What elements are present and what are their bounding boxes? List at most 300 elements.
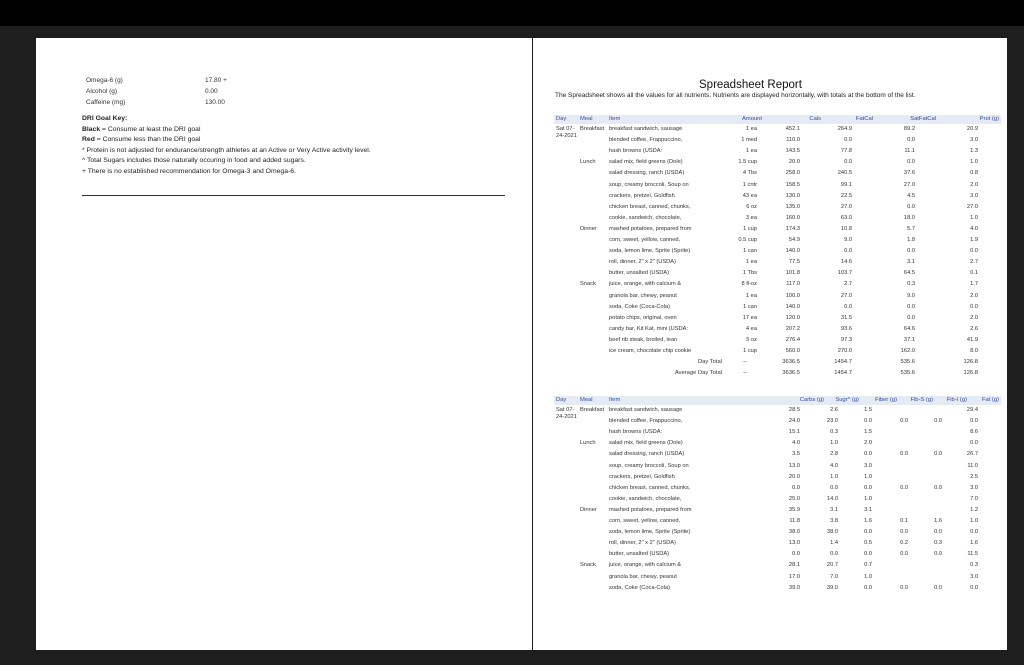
value-cell: 0.0	[907, 137, 915, 144]
table-row	[533, 126, 1007, 137]
value-cell: 452.1	[785, 126, 800, 132]
total-value: 126.8	[963, 370, 978, 377]
value-cell: 0.3	[907, 281, 915, 288]
value-cell: 110.0	[786, 137, 800, 144]
value-cell: 0.0	[844, 248, 852, 255]
value-cell: 1.9	[970, 237, 978, 243]
value-cell: 0.0	[900, 584, 908, 591]
total-value: 3636.5	[782, 370, 800, 377]
value-cell: 37.6	[903, 170, 915, 177]
value-cell: 77.8	[840, 148, 852, 155]
value-cell: 11.1	[904, 148, 915, 155]
amount-cell: 1 ea	[745, 126, 757, 132]
value-cell: 2.0	[970, 314, 978, 321]
value-cell: 23.0	[826, 418, 838, 425]
value-cell: 0.0	[934, 451, 942, 458]
meal-cell: Lunch	[580, 440, 596, 447]
nutrient-value: 130.00	[205, 99, 225, 106]
item-cell: ice cream, chocolate chip cookie	[609, 348, 692, 354]
value-cell: 14.0	[826, 495, 838, 502]
amount-cell: 1 cntr	[742, 181, 757, 188]
value-cell: 130.0	[785, 192, 800, 199]
value-cell: 1.5	[864, 407, 872, 413]
value-cell: 0.1	[900, 518, 908, 524]
table-row	[533, 585, 1007, 596]
nutrient-row	[86, 88, 218, 95]
header-meal: Meal	[580, 116, 593, 122]
item-cell: salad mix, field greens (Dole)	[609, 159, 683, 166]
meal-cell: Dinner	[580, 225, 597, 232]
value-cell: 63.0	[840, 214, 852, 221]
value-cell: 22.5	[840, 192, 852, 199]
table-row	[533, 148, 1007, 159]
value-cell: 4.0	[970, 225, 978, 232]
item-cell: roll, dinner, 2" x 2" (USDA)	[609, 540, 676, 547]
header-cals: Cals	[809, 116, 821, 122]
value-cell: 1.3	[970, 148, 978, 155]
header-fat: Fat (g)	[981, 397, 999, 403]
value-cell: 264.9	[837, 126, 852, 132]
total-value: 1454.7	[834, 359, 852, 366]
right-page	[533, 38, 1007, 650]
report-title: Spreadsheet Report	[699, 79, 802, 91]
table-row	[533, 485, 1007, 496]
value-cell: 1.0	[970, 159, 978, 166]
amount-cell: 6 oz	[746, 203, 757, 210]
value-cell: 0.0	[970, 303, 978, 310]
value-cell: 0.0	[970, 584, 978, 591]
value-cell: 20.7	[826, 562, 838, 569]
total-value: 126.8	[963, 359, 978, 366]
value-cell: 120.0	[785, 314, 800, 321]
value-cell: 9.0	[907, 292, 915, 299]
value-cell: 1.4	[830, 540, 838, 547]
table-row	[533, 463, 1007, 474]
value-cell: 1.0	[970, 518, 978, 524]
table-row	[533, 281, 1007, 292]
item-cell: juice, orange, with calcium &	[609, 281, 682, 288]
value-cell: 41.9	[966, 336, 978, 343]
dri-note: + There is no established recommendation for Omega-3 and Omega-6.	[82, 167, 296, 175]
value-cell: 24.0	[788, 418, 800, 425]
value-cell: 38.0	[788, 529, 800, 536]
dri-note: ^ Total Sugars includes those naturally occuring in food and added sugars.	[82, 157, 306, 165]
item-cell: salad mix, field greens (Dole)	[609, 440, 683, 447]
amount-cell: 43 ea	[742, 192, 757, 199]
amount-cell: 1 ea	[745, 148, 757, 155]
value-cell: 560.0	[785, 348, 800, 354]
dri-note: * Protein is not adjusted for endurance/strength athletes at an Active or Very Active activity level.	[82, 146, 371, 154]
value-cell: 15.1	[788, 429, 800, 436]
value-cell: 89.2	[903, 126, 915, 132]
total-label: Day Total	[697, 359, 722, 366]
value-cell: 77.5	[788, 259, 800, 266]
value-cell: 8.0	[970, 348, 978, 354]
value-cell: 0.0	[864, 418, 872, 425]
value-cell: 2.6	[830, 407, 838, 413]
value-cell: 2.8	[830, 451, 838, 458]
table-row	[533, 259, 1007, 270]
value-cell: 3.8	[830, 518, 838, 524]
value-cell: 207.2	[785, 325, 800, 332]
meal-cell: Breakfast	[580, 407, 605, 413]
value-cell: 1.6	[970, 540, 978, 547]
nutrient-row	[86, 77, 227, 84]
item-cell: blended coffee, Frappuccino,	[609, 137, 683, 144]
item-cell: soup, creamy broccoli, Soup on	[609, 181, 689, 188]
total-value: 3636.5	[782, 359, 800, 366]
value-cell: 0.0	[900, 551, 908, 558]
table-row	[533, 248, 1007, 259]
dri-key-red	[82, 135, 371, 146]
value-cell: 99.1	[840, 181, 852, 188]
value-cell: 7.0	[970, 495, 978, 502]
value-cell: 1.8	[907, 237, 915, 243]
value-cell: 0.0	[844, 137, 852, 144]
value-cell: 0.3	[830, 429, 838, 436]
meal-cell: Snack	[580, 281, 596, 288]
item-cell: blended coffee, Frappuccino,	[609, 418, 683, 425]
value-cell: 39.0	[826, 584, 838, 591]
table-row	[533, 293, 1007, 304]
item-cell: corn, sweet, yellow, canned,	[609, 518, 681, 524]
meal-cell: Dinner	[580, 506, 597, 513]
meal-cell: Breakfast	[580, 126, 605, 132]
value-cell: 140.0	[785, 303, 800, 310]
value-cell: 3.0	[970, 573, 978, 580]
table-row	[533, 451, 1007, 462]
table-row	[533, 540, 1007, 551]
amount-cell: 1 Tbs	[742, 270, 757, 277]
value-cell: 101.8	[785, 270, 800, 277]
item-cell: cookie, sandwich, chocolate,	[609, 495, 682, 502]
nutrient-label: Caffeine (mg)	[86, 99, 126, 106]
total-label: Average Day Total	[674, 370, 722, 377]
table-row	[533, 137, 1007, 148]
header-satfatcal: SatFatCal	[910, 116, 936, 122]
item-cell: mashed potatoes, prepared from	[609, 506, 692, 513]
value-cell: 0.0	[907, 159, 915, 166]
amount-cell: 1 ea	[745, 292, 757, 299]
table-row	[533, 193, 1007, 204]
amount-cell: 1.5 cup	[738, 159, 757, 166]
value-cell: 0.0	[907, 248, 915, 255]
meal-cell: Lunch	[580, 159, 596, 166]
table-row	[533, 204, 1007, 215]
value-cell: 27.0	[840, 292, 852, 299]
value-cell: 0.0	[934, 529, 942, 536]
black-term: Black	[82, 125, 101, 133]
value-cell: 0.0	[830, 484, 838, 491]
value-cell: 5.7	[907, 225, 915, 232]
item-cell: roll, dinner, 2" x 2" (USDA)	[609, 259, 676, 266]
value-cell: 0.0	[934, 584, 942, 591]
item-cell: soup, creamy broccoli, Soup on	[609, 462, 689, 469]
value-cell: 20.0	[788, 159, 800, 166]
item-cell: breakfast sandwich, sausage	[609, 126, 683, 132]
table-row	[533, 574, 1007, 585]
value-cell: 1.0	[970, 214, 978, 221]
value-cell: 1.0	[864, 495, 872, 502]
left-page	[36, 38, 532, 650]
item-cell: juice, orange, with calcium &	[609, 562, 682, 569]
header-amount: Amount	[742, 116, 762, 122]
item-cell: hash browns (USDA:	[609, 148, 663, 155]
value-cell: 2.5	[970, 473, 978, 480]
value-cell: 103.7	[837, 270, 852, 277]
item-cell: butter, unsalted (USDA)	[609, 551, 670, 558]
item-cell: butter, unsalted (USDA)	[609, 270, 670, 277]
value-cell: 18.0	[903, 214, 915, 221]
value-cell: 38.0	[826, 529, 838, 536]
divider	[82, 195, 505, 196]
value-cell: 37.1	[903, 336, 915, 343]
amount-cell: 17 ea	[742, 314, 757, 321]
value-cell: 11.5	[967, 551, 978, 558]
value-cell: 276.4	[785, 336, 800, 343]
table2-day-label: Sat 07-24-2021	[556, 407, 577, 420]
value-cell: 28.1	[788, 562, 800, 569]
amount-cell: 4 Tbs	[742, 170, 757, 177]
table-row	[533, 182, 1007, 193]
amount-cell: 8 fl-oz	[741, 281, 757, 288]
value-cell: 0.0	[900, 529, 908, 536]
value-cell: 2.7	[844, 281, 852, 288]
value-cell: 3.0	[970, 192, 978, 199]
item-cell: salad dressing, ranch (USDA)	[609, 170, 685, 177]
dri-goal-key	[82, 114, 371, 178]
value-cell: 3.1	[864, 506, 872, 513]
table-row	[533, 407, 1007, 418]
value-cell: 13.0	[788, 540, 800, 547]
value-cell: 117.0	[786, 281, 800, 288]
value-cell: 3.0	[970, 137, 978, 144]
value-cell: 1.0	[830, 440, 838, 447]
meal-cell: Snack	[580, 562, 596, 569]
value-cell: 0.1	[970, 270, 978, 277]
value-cell: 0.0	[970, 418, 978, 425]
table-row	[533, 337, 1007, 348]
table-row	[533, 170, 1007, 181]
header-carbs: Carbs (g)	[799, 397, 824, 403]
nutrient-label: Omega-6 (g)	[86, 77, 123, 84]
value-cell: 0.7	[864, 562, 872, 569]
header-fib-i: Fib-I (g)	[946, 397, 967, 403]
table-row	[533, 304, 1007, 315]
value-cell: 0.0	[907, 203, 915, 210]
header-item: Item	[609, 397, 621, 403]
value-cell: 0.0	[934, 484, 942, 491]
value-cell: 0.0	[864, 451, 872, 458]
value-cell: 0.0	[844, 303, 852, 310]
amount-cell: 1 ea	[745, 259, 757, 266]
table-row	[533, 315, 1007, 326]
value-cell: 0.3	[970, 562, 978, 569]
item-cell: soda, lemon lime, Sprite (Sprite)	[609, 248, 691, 255]
header-prot: Prot (g)	[979, 116, 999, 122]
value-cell: 0.0	[864, 529, 872, 536]
value-cell: 2.6	[970, 325, 978, 332]
value-cell: 162.0	[900, 348, 915, 354]
total-row	[533, 370, 1007, 381]
value-cell: 2.0	[970, 292, 978, 299]
total-value: 535.6	[900, 359, 915, 366]
value-cell: 0.0	[970, 440, 978, 447]
value-cell: 35.9	[788, 506, 800, 513]
table-row	[533, 518, 1007, 529]
table-row	[533, 507, 1007, 518]
report-description: The Spreadsheet shows all the values for all nutrients. Nutrients are displayed horizontally, with totals at the bottom of the list.	[555, 92, 916, 99]
total-value: 1454.7	[834, 370, 852, 377]
header-fiber: Fiber (g)	[875, 397, 897, 403]
red-desc: = Consume less than the DRI goal	[94, 136, 201, 144]
value-cell: 135.0	[785, 203, 800, 210]
table-row	[533, 215, 1007, 226]
item-cell: soda, Coke (Coca-Cola)	[609, 584, 671, 591]
table-row	[533, 226, 1007, 237]
item-cell: chicken breast, canned, chunks,	[609, 203, 691, 210]
header-day: Day	[556, 116, 567, 122]
value-cell: 54.9	[788, 237, 800, 243]
amount-cell: 1 can	[743, 248, 757, 255]
value-cell: 0.0	[864, 551, 872, 558]
value-cell: 27.0	[966, 203, 978, 210]
item-cell: crackers, pretzel, Goldfish	[609, 192, 675, 199]
amount-cell: 0.5 cup	[738, 237, 757, 243]
amount-cell: 1 cup	[743, 348, 757, 354]
item-cell: beef rib steak, broiled, lean	[609, 336, 678, 343]
value-cell: 0.0	[792, 484, 800, 491]
item-cell: crackers, pretzel, Goldfish	[609, 473, 675, 480]
total-value: 535.6	[900, 370, 915, 377]
value-cell: 270.0	[837, 348, 852, 354]
value-cell: 0.0	[792, 551, 800, 558]
table-row	[533, 474, 1007, 485]
nutrient-label: Alcohol (g)	[86, 88, 118, 95]
value-cell: 0.0	[907, 303, 915, 310]
value-cell: 11.0	[967, 462, 978, 469]
item-cell: hash browns (USDA:	[609, 429, 663, 436]
dri-key-title: DRI Goal Key:	[82, 115, 128, 122]
table-row	[533, 429, 1007, 440]
value-cell: 100.0	[785, 292, 800, 299]
amount-cell: 3 ea	[745, 214, 757, 221]
amount-cell: 5 oz	[746, 336, 757, 343]
header-day: Day	[556, 397, 567, 403]
item-cell: granola bar, chewy, peanut	[609, 292, 677, 299]
value-cell: 1.0	[864, 473, 872, 480]
table-row	[533, 159, 1007, 170]
table-row	[533, 348, 1007, 359]
value-cell: 140.0	[785, 248, 800, 255]
value-cell: 158.5	[785, 181, 800, 188]
value-cell: 1.2	[970, 506, 978, 513]
value-cell: 0.2	[900, 540, 908, 547]
value-cell: 29.4	[966, 407, 978, 413]
table-row	[533, 237, 1007, 248]
table1-day-label: Sat 07-24-2021	[556, 126, 577, 139]
table-row	[533, 440, 1007, 451]
value-cell: 25.0	[788, 495, 800, 502]
value-cell: 3.1	[830, 506, 838, 513]
red-term: Red	[82, 136, 95, 144]
nutrient-value: 0.00	[205, 88, 218, 95]
value-cell: 10.8	[840, 225, 852, 232]
value-cell: 8.6	[970, 429, 978, 436]
value-cell: 64.6	[903, 325, 915, 332]
value-cell: 4.0	[830, 462, 838, 469]
value-cell: 13.0	[788, 462, 800, 469]
item-cell: potato chips, original, oven	[609, 314, 677, 321]
table1-header	[554, 115, 1001, 124]
header-meal: Meal	[580, 397, 593, 403]
value-cell: 20.0	[788, 473, 800, 480]
table-row	[533, 326, 1007, 337]
value-cell: 0.0	[900, 418, 908, 425]
value-cell: 0.0	[907, 314, 915, 321]
value-cell: 28.5	[788, 407, 800, 413]
value-cell: 0.0	[934, 551, 942, 558]
value-cell: 1.7	[970, 281, 978, 288]
item-cell: granola bar, chewy, peanut	[609, 573, 677, 580]
value-cell: 20.9	[966, 126, 978, 132]
value-cell: 0.3	[934, 540, 942, 547]
value-cell: 0.0	[934, 418, 942, 425]
value-cell: 0.0	[864, 484, 872, 491]
value-cell: 0.0	[864, 584, 872, 591]
value-cell: 0.0	[844, 159, 852, 166]
value-cell: 240.5	[837, 170, 852, 177]
value-cell: 1.0	[830, 473, 838, 480]
table-row	[533, 418, 1007, 429]
value-cell: 26.7	[966, 451, 978, 458]
amount-cell: 1 can	[743, 303, 757, 310]
header-fatcal: FatCal	[855, 116, 873, 122]
value-cell: 0.0	[970, 529, 978, 536]
item-cell: soda, lemon lime, Sprite (Sprite)	[609, 529, 691, 536]
value-cell: 1.6	[864, 518, 872, 524]
value-cell: 0.5	[864, 540, 872, 547]
value-cell: 11.8	[789, 518, 800, 524]
value-cell: 4.0	[792, 440, 800, 447]
table-row	[533, 562, 1007, 573]
value-cell: 174.3	[785, 225, 800, 232]
value-cell: 4.5	[907, 192, 915, 199]
item-cell: mashed potatoes, prepared from	[609, 225, 692, 232]
amount-cell: 1 cup	[743, 225, 757, 232]
value-cell: 7.0	[830, 573, 838, 580]
value-cell: 2.0	[864, 440, 872, 447]
table2-header	[554, 396, 1001, 405]
table-row	[533, 551, 1007, 562]
item-cell: cookie, sandwich, chocolate,	[609, 214, 682, 221]
amount-cell: 4 ea	[745, 325, 757, 332]
value-cell: 0.0	[900, 484, 908, 491]
value-cell: 143.5	[785, 148, 800, 155]
item-cell: breakfast sandwich, sausage	[609, 407, 683, 413]
table-row	[533, 270, 1007, 281]
value-cell: 27.0	[903, 181, 915, 188]
dri-key-black	[82, 125, 371, 136]
table-row	[533, 529, 1007, 540]
header-fib-s: Fib-S (g)	[910, 397, 933, 403]
header-item: Item	[609, 116, 621, 122]
item-cell: corn, sweet, yellow, canned,	[609, 237, 681, 243]
value-cell: 14.6	[840, 259, 852, 266]
value-cell: 160.0	[785, 214, 800, 221]
value-cell: 39.0	[788, 584, 800, 591]
value-cell: 0.8	[970, 170, 978, 177]
